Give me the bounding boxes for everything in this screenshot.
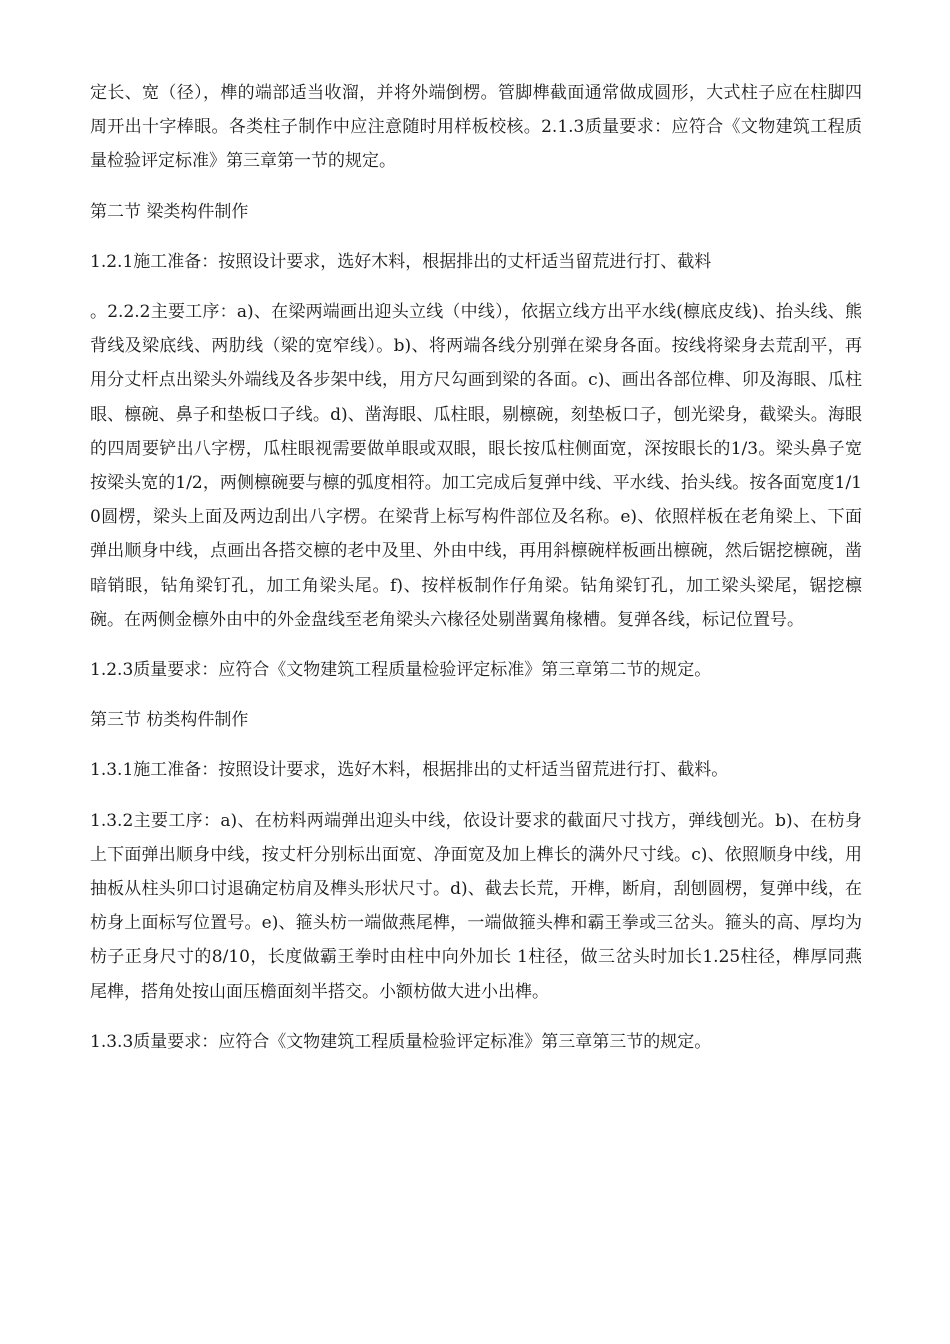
body-paragraph-column-tenon: 定长、宽（径），榫的端部适当收溜，并将外端倒楞。管脚榫截面通常做成圆形，大式柱子应在柱脚四周开出十字棒眼。各类柱子制作中应注意随时用样板校核。2.1.3质量要求：应符合《文物建筑工程质量检验评定标准》第三章第一节的规定。 — [90, 83, 862, 172]
body-paragraph-beam-preparation: 1.2.1施工准备：按照设计要求，选好木料，根据排出的丈杆适当留荒进行打、截料 — [90, 251, 712, 272]
body-paragraph-beam-procedures: 。2.2.2主要工序：a)、在梁两端画出迎头立线（中线），依据立线方出平水线(檩底皮线)、抬头线、熊背线及梁底线、两肋线（梁的宽窄线）。b)、将两端各线分别弹在梁身各面。按线将梁身去荒刮平，再用分丈杆点出梁头外端线及各步架中线，用方尺勾画到梁的各面。c)、画出各部位榫、卯及海眼、瓜柱眼、檩碗、鼻子和垫板口子线。d)、凿海眼、瓜柱眼，剔檩碗，刻垫板口子，刨光梁身，截梁头。海眼的四周要铲出八字楞，瓜柱眼视需要做单眼或双眼，眼长按瓜柱侧面宽，深按眼长的1/3。梁头鼻子宽按梁头宽的1/2，两侧檩碗要与檩的弧度相符。加工完成后复弹中线、平水线、抬头线。按各面宽度1/10圆楞，梁头上面及两边刮出八字楞。在梁背上标写构件部位及名称。e)、依照样板在老角梁上、下面弹出顺身中线，点画出各搭交檩的老中及里、外由中线，再用斜檩碗样板画出檩碗，然后锯挖檩碗，凿暗销眼，钻角梁钉孔，加工角梁头尾。f)、按样板制作仔角梁。钻角梁钉孔，加工梁头梁尾，锯挖檩碗。在两侧金檩外由中的外金盘线至老角梁头六椽径处剔凿翼角椽槽。复弹各线，标记位置号。 — [90, 302, 862, 630]
section-heading-tie-beam: 第三节 枋类构件制作 — [90, 710, 249, 731]
body-paragraph-tie-beam-quality: 1.3.3质量要求：应符合《文物建筑工程质量检验评定标准》第三章第三节的规定。 — [90, 1031, 712, 1052]
body-paragraph-tie-beam-preparation: 1.3.1施工准备：按照设计要求，选好木料，根据排出的丈杆适当留荒进行打、截料。 — [90, 760, 729, 781]
document-body — [90, 76, 862, 1075]
body-paragraph-tie-beam-procedures: 1.3.2主要工序：a)、在枋料两端弹出迎头中线，依设计要求的截面尺寸找方，弹线刨光。b)、在枋身上下面弹出顺身中线，按丈杆分别标出面宽、净面宽及加上榫长的满外尺寸线。c)、依照顺身中线，用抽板从柱头卯口讨退确定枋肩及榫头形状尺寸。d)、截去长荒，开榫，断肩，刮刨圆楞，复弹中线，在枋身上面标写位置号。e)、箍头枋一端做燕尾榫，一端做箍头榫和霸王拳或三岔头。箍头的高、厚均为枋子正身尺寸的8/10，长度做霸王拳时由柱中向外加长 1柱径，做三岔头时加长1.25柱径，榫厚同燕尾榫，搭角处按山面压檐面刻半搭交。小额枋做大进小出榫。 — [90, 810, 862, 1002]
section-heading-beam: 第二节 梁类构件制作 — [90, 201, 249, 222]
body-paragraph-beam-quality: 1.2.3质量要求：应符合《文物建筑工程质量检验评定标准》第三章第二节的规定。 — [90, 660, 712, 681]
